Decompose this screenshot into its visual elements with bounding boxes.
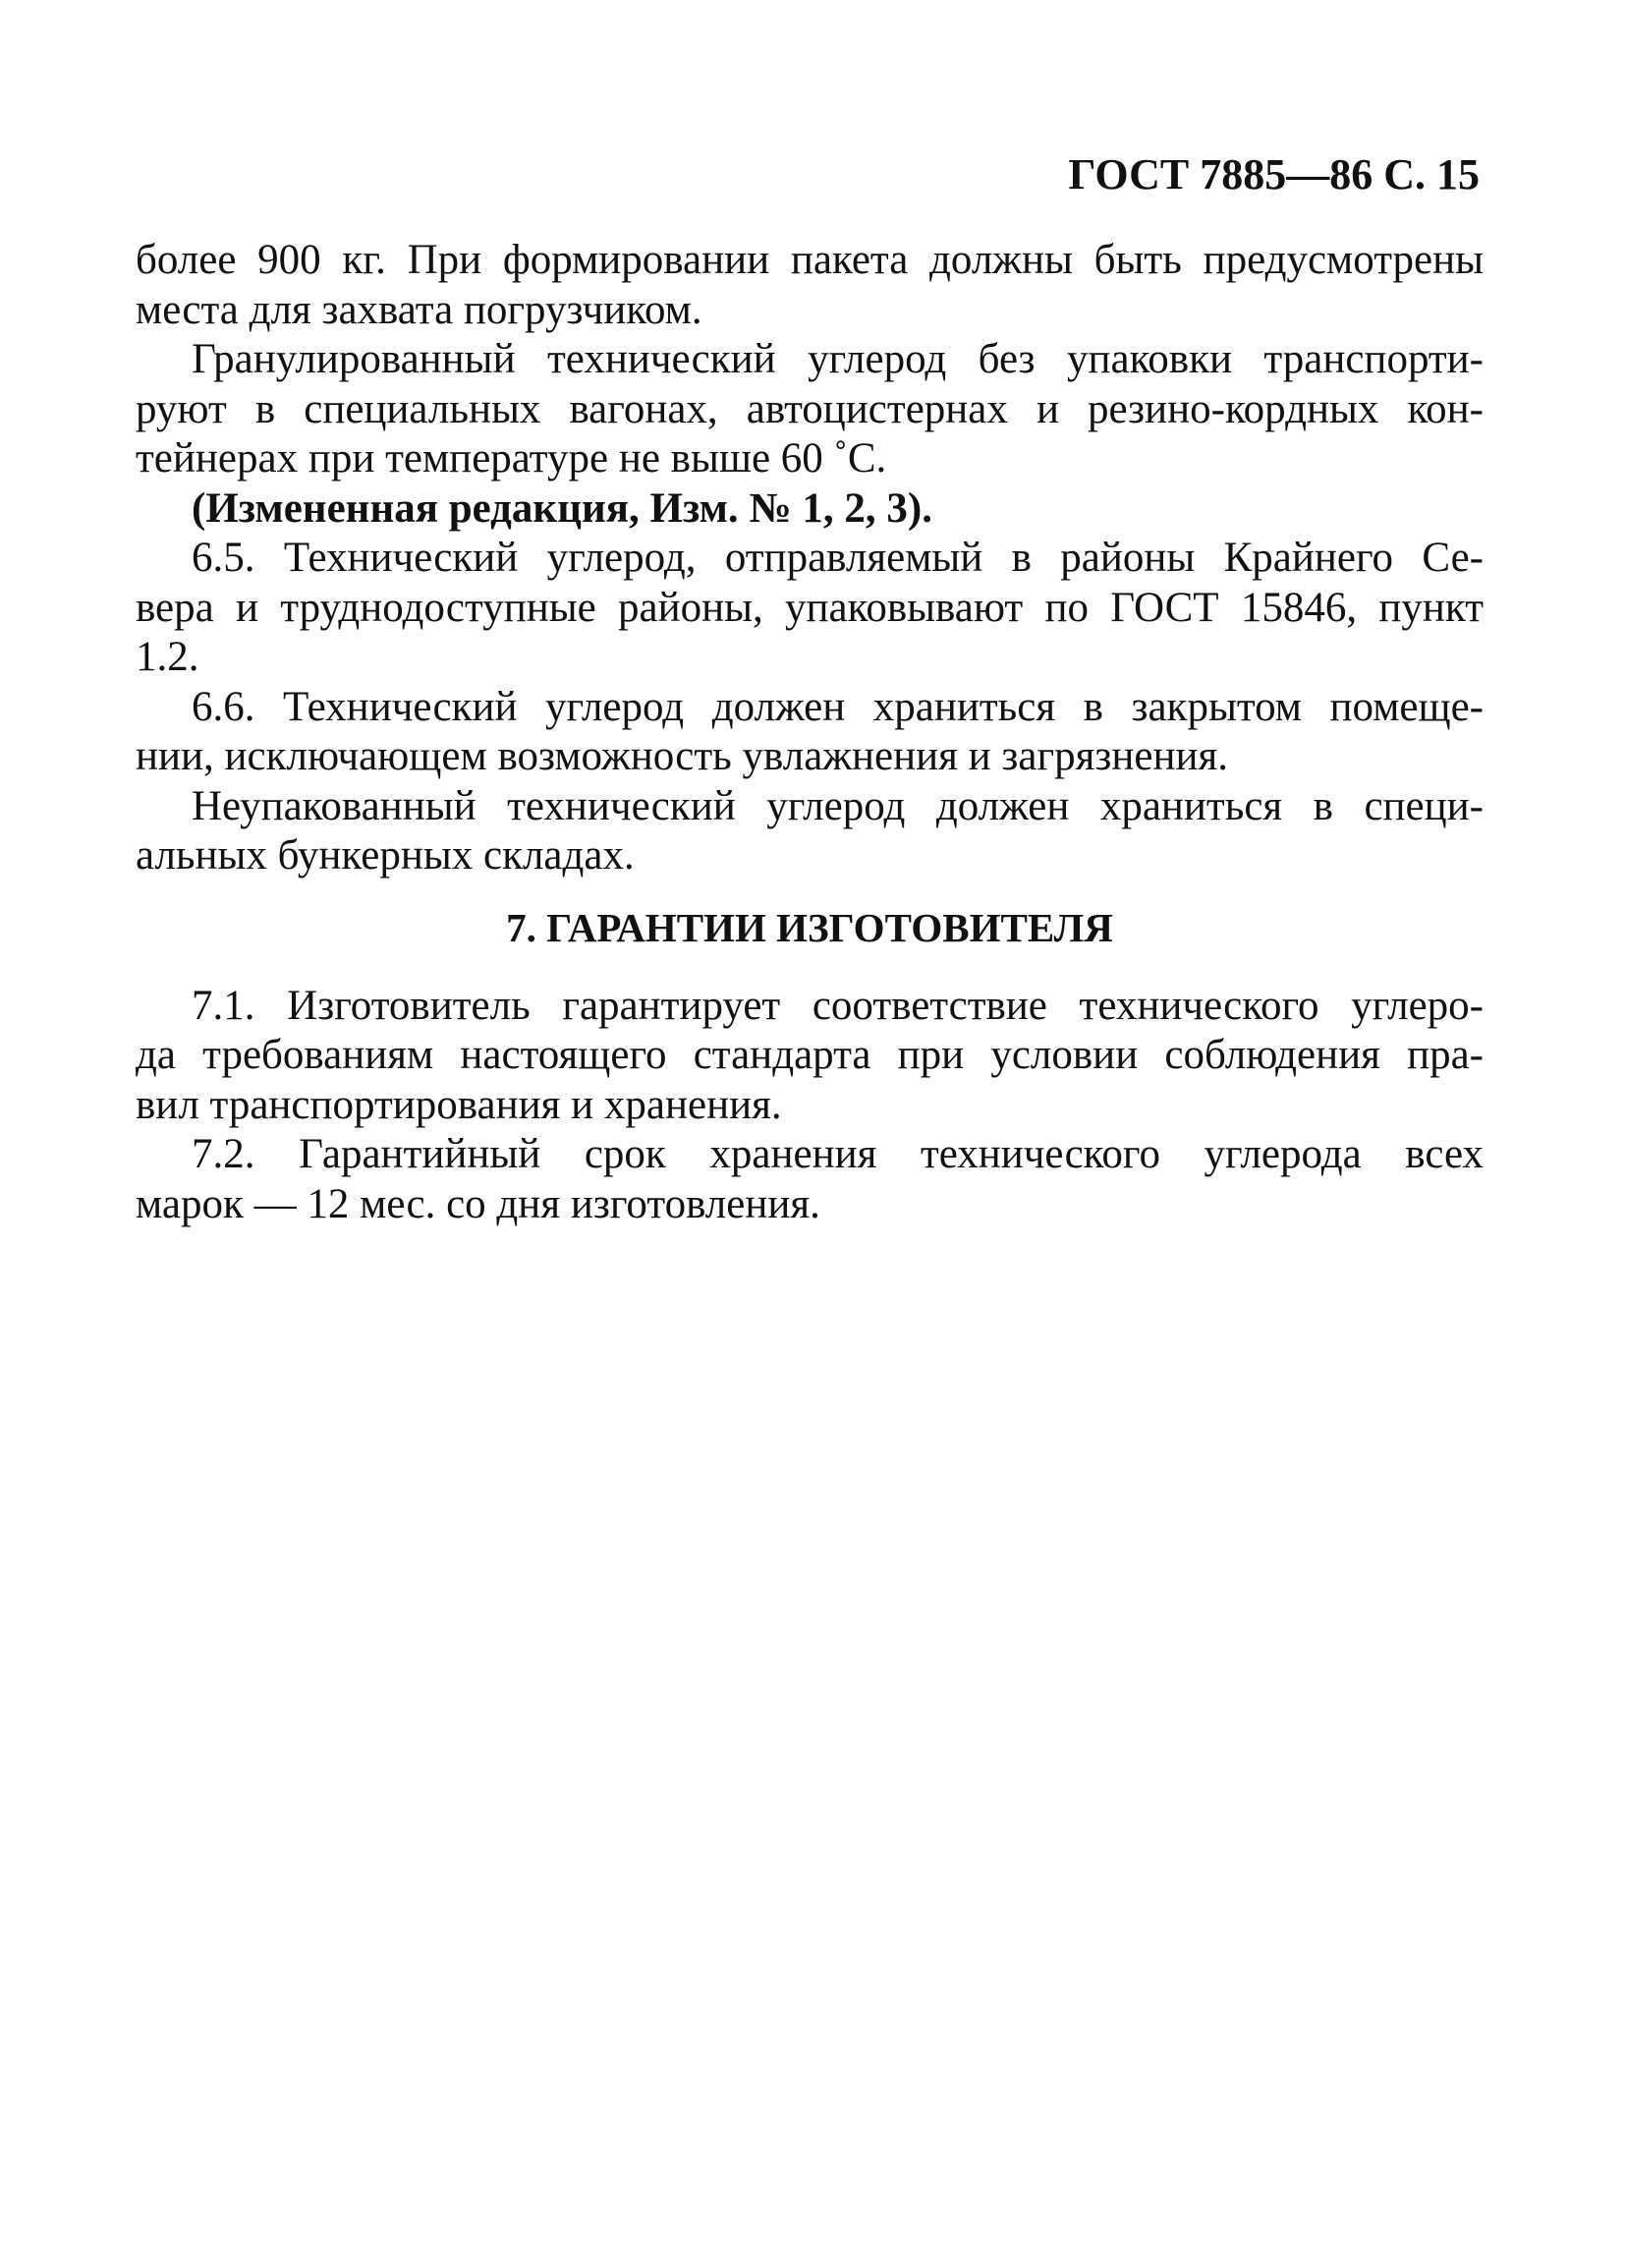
- text-line: альных бункерных складах.: [136, 832, 635, 879]
- text-line: руют в специальных вагонах, автоцистернах и резино-кордных кон-: [136, 385, 1484, 432]
- text-line: вил транспортирования и хранения.: [136, 1081, 782, 1128]
- paragraph-unpacked-storage: [136, 782, 1484, 881]
- section-7-title: 7. ГАРАНТИИ ИЗГОТОВИТЕЛЯ: [506, 904, 1113, 950]
- paragraph-granulated-transport: [136, 335, 1484, 484]
- clause-7-2: [136, 1130, 1484, 1229]
- text-line: тейнерах при температуре не выше 60 ˚С.: [136, 435, 887, 482]
- page-header: ГОСТ 7885—86 С. 15: [1068, 150, 1480, 198]
- text-line: 7.2. Гарантийный срок хранения технического углерода всех: [192, 1131, 1484, 1177]
- text-line: 6.6. Технический углерод должен храниться в закрытом помеще-: [192, 683, 1484, 730]
- text-line: вера и труднодоступные районы, упаковывают по ГОСТ 15846, пункт: [136, 584, 1484, 631]
- text-line: Гранулированный технический углерод без упаковки транспорти-: [192, 336, 1484, 382]
- clause-6-5: [136, 534, 1484, 683]
- text-line: да требованиям настоящего стандарта при условии соблюдения пра-: [136, 1032, 1484, 1078]
- clause-7-1: [136, 982, 1484, 1131]
- text-line: 6.5. Технический углерод, отправляемый в районы Крайнего Се-: [192, 535, 1484, 581]
- text-line: марок — 12 мес. со дня изготовления.: [136, 1180, 820, 1227]
- paragraph-pallet-weight: [136, 236, 1484, 335]
- text-line: нии, исключающем возможность увлажнения и загрязнения.: [136, 733, 1229, 779]
- revision-note-text: (Измененная редакция, Изм. № 1, 2, 3).: [192, 484, 932, 532]
- document-body: [136, 236, 1484, 1229]
- text-line: Неупакованный технический углерод должен храниться в специ-: [192, 782, 1484, 829]
- clause-6-6: [136, 683, 1484, 782]
- text-line: 7.1. Изготовитель гарантирует соответствие технического углеро-: [192, 982, 1484, 1029]
- text-line: места для захвата погрузчиком.: [136, 286, 702, 333]
- text-line: 1.2.: [136, 634, 199, 680]
- text-line: более 900 кг. При формировании пакета должны быть предусмотрены: [136, 237, 1484, 283]
- revision-note: [136, 484, 1484, 535]
